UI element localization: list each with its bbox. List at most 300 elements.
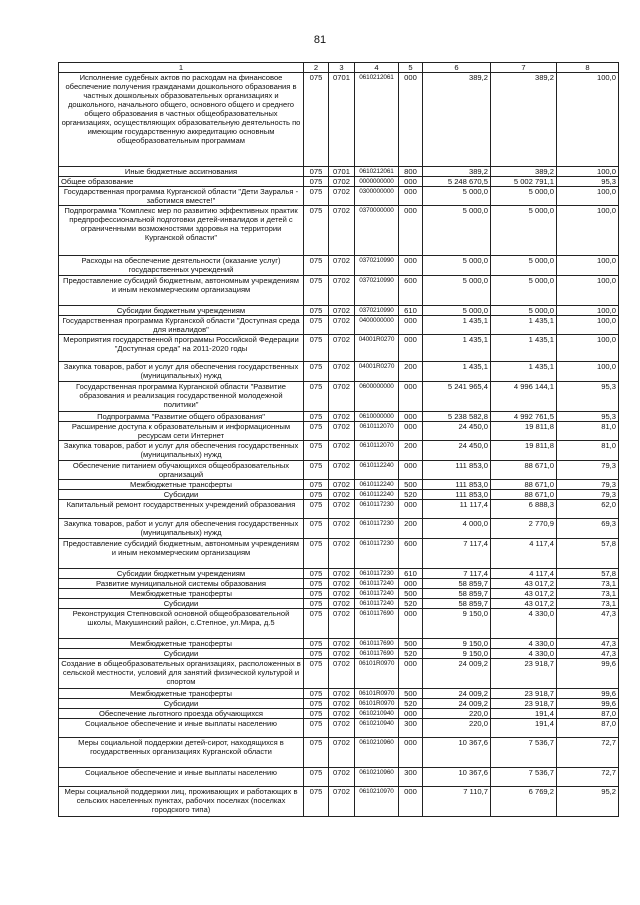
row-name-cell: Расширение доступа к образовательным и информационным ресурсам сети Интернет <box>59 422 304 441</box>
row-csr-cell: 0370210990 <box>355 276 399 306</box>
row-plan-cell: 24 009,2 <box>423 659 491 689</box>
row-name-cell: Мероприятия государственной программы Российской Федерации "Доступная среда" на 2011-2020 годы <box>59 335 304 362</box>
row-ved-cell: 075 <box>304 500 329 519</box>
row-ved-cell: 075 <box>304 422 329 441</box>
row-vr-cell: 500 <box>399 639 423 649</box>
row-fact-cell: 88 671,0 <box>491 461 557 480</box>
row-name-cell: Иные бюджетные ассигнования <box>59 167 304 177</box>
table-row <box>59 589 619 599</box>
row-name-cell: Государственная программа Курганской области "Развитие образования и реализация государственной молодежной политики" <box>59 382 304 412</box>
table-row <box>59 500 619 519</box>
row-vr-cell: 000 <box>399 382 423 412</box>
row-vr-cell: 000 <box>399 412 423 422</box>
table-row <box>59 599 619 609</box>
row-plan-cell: 389,2 <box>423 167 491 177</box>
row-ved-cell: 075 <box>304 335 329 362</box>
row-rz-cell: 0702 <box>329 422 355 441</box>
table-row <box>59 738 619 768</box>
table-row <box>59 362 619 382</box>
row-percent-cell: 100,0 <box>557 256 619 276</box>
row-name-cell: Меры социальной поддержки лиц, проживающих и работающих в сельских населенных пунктах, рабочих поселках (поселках городского типа) <box>59 787 304 817</box>
row-ved-cell: 075 <box>304 659 329 689</box>
table-row <box>59 699 619 709</box>
row-name-cell: Реконструкция Степновской основной общеобразовательной школы, Макушинский район, с.Степное, ул.Мира, д.5 <box>59 609 304 639</box>
row-ved-cell: 075 <box>304 256 329 276</box>
row-csr-cell: 0300000000 <box>355 187 399 206</box>
row-plan-cell: 5 241 965,4 <box>423 382 491 412</box>
row-vr-cell: 000 <box>399 609 423 639</box>
row-plan-cell: 5 000,0 <box>423 187 491 206</box>
row-ved-cell: 075 <box>304 599 329 609</box>
row-vr-cell: 800 <box>399 167 423 177</box>
header-cell: 3 <box>329 63 355 73</box>
row-ved-cell: 075 <box>304 569 329 579</box>
row-fact-cell: 6 769,2 <box>491 787 557 817</box>
row-rz-cell: 0702 <box>329 490 355 500</box>
row-name-cell: Закупка товаров, работ и услуг для обеспечения государственных (муниципальных) нужд <box>59 441 304 461</box>
row-plan-cell: 24 450,0 <box>423 422 491 441</box>
row-plan-cell: 58 859,7 <box>423 579 491 589</box>
row-plan-cell: 1 435,1 <box>423 335 491 362</box>
row-rz-cell: 0702 <box>329 362 355 382</box>
row-ved-cell: 075 <box>304 382 329 412</box>
row-fact-cell: 88 671,0 <box>491 490 557 500</box>
row-fact-cell: 4 330,0 <box>491 639 557 649</box>
row-csr-cell: 0610117240 <box>355 589 399 599</box>
row-rz-cell: 0702 <box>329 738 355 768</box>
table-row <box>59 649 619 659</box>
row-name-cell: Развитие муниципальной системы образования <box>59 579 304 589</box>
row-ved-cell: 075 <box>304 177 329 187</box>
row-plan-cell: 9 150,0 <box>423 639 491 649</box>
row-vr-cell: 520 <box>399 599 423 609</box>
row-ved-cell: 075 <box>304 316 329 335</box>
row-vr-cell: 000 <box>399 256 423 276</box>
row-ved-cell: 075 <box>304 187 329 206</box>
table-row <box>59 579 619 589</box>
row-rz-cell: 0702 <box>329 335 355 362</box>
header-cell: 7 <box>491 63 557 73</box>
row-vr-cell: 500 <box>399 589 423 599</box>
table-row <box>59 316 619 335</box>
row-vr-cell: 500 <box>399 689 423 699</box>
row-vr-cell: 300 <box>399 719 423 738</box>
row-rz-cell: 0702 <box>329 441 355 461</box>
row-plan-cell: 5 000,0 <box>423 256 491 276</box>
table-row <box>59 719 619 738</box>
row-vr-cell: 610 <box>399 306 423 316</box>
header-cell: 6 <box>423 63 491 73</box>
table-row <box>59 73 619 167</box>
row-fact-cell: 4 996 144,1 <box>491 382 557 412</box>
row-ved-cell: 075 <box>304 480 329 490</box>
row-rz-cell: 0702 <box>329 659 355 689</box>
row-rz-cell: 0702 <box>329 709 355 719</box>
table-row <box>59 167 619 177</box>
table-header-row <box>59 63 619 73</box>
row-percent-cell: 87,0 <box>557 719 619 738</box>
row-fact-cell: 389,2 <box>491 167 557 177</box>
row-plan-cell: 58 859,7 <box>423 589 491 599</box>
row-csr-cell: 0610210940 <box>355 719 399 738</box>
table-row <box>59 519 619 539</box>
row-name-cell: Субсидии бюджетным учреждениям <box>59 306 304 316</box>
row-ved-cell: 075 <box>304 441 329 461</box>
row-plan-cell: 220,0 <box>423 709 491 719</box>
row-csr-cell: 0610117690 <box>355 649 399 659</box>
row-fact-cell: 389,2 <box>491 73 557 167</box>
row-plan-cell: 24 009,2 <box>423 699 491 709</box>
row-rz-cell: 0702 <box>329 609 355 639</box>
row-percent-cell: 100,0 <box>557 306 619 316</box>
row-name-cell: Закупка товаров, работ и услуг для обеспечения государственных (муниципальных) нужд <box>59 362 304 382</box>
row-ved-cell: 075 <box>304 709 329 719</box>
row-ved-cell: 075 <box>304 579 329 589</box>
row-name-cell: Подпрограмма "Комплекс мер по развитию эффективных практик предпрофессиональной подготовки детей-инвалидов и детей с ограниченными возможностями здоровья на территории Курганской области" <box>59 206 304 256</box>
row-vr-cell: 000 <box>399 579 423 589</box>
row-percent-cell: 47,3 <box>557 649 619 659</box>
table-row <box>59 709 619 719</box>
row-vr-cell: 000 <box>399 422 423 441</box>
row-csr-cell: 0610210960 <box>355 768 399 787</box>
row-rz-cell: 0702 <box>329 206 355 256</box>
row-ved-cell: 075 <box>304 639 329 649</box>
row-rz-cell: 0702 <box>329 500 355 519</box>
row-vr-cell: 520 <box>399 490 423 500</box>
row-plan-cell: 24 009,2 <box>423 689 491 699</box>
row-plan-cell: 9 150,0 <box>423 609 491 639</box>
row-csr-cell: 0610212061 <box>355 73 399 167</box>
header-cell: 4 <box>355 63 399 73</box>
row-vr-cell: 520 <box>399 649 423 659</box>
row-ved-cell: 075 <box>304 768 329 787</box>
table-row <box>59 177 619 187</box>
table-row <box>59 569 619 579</box>
row-fact-cell: 5 002 791,1 <box>491 177 557 187</box>
row-rz-cell: 0702 <box>329 177 355 187</box>
row-name-cell: Межбюджетные трансферты <box>59 639 304 649</box>
row-name-cell: Предоставление субсидий бюджетным, автономным учреждениям и иным некоммерческим организациям <box>59 276 304 306</box>
row-percent-cell: 99,6 <box>557 659 619 689</box>
row-percent-cell: 100,0 <box>557 276 619 306</box>
row-csr-cell: 0610117240 <box>355 579 399 589</box>
table-row <box>59 787 619 817</box>
row-ved-cell: 075 <box>304 609 329 639</box>
row-plan-cell: 1 435,1 <box>423 362 491 382</box>
row-csr-cell: 0370210990 <box>355 256 399 276</box>
row-fact-cell: 5 000,0 <box>491 206 557 256</box>
row-name-cell: Обеспечение льготного проезда обучающихся <box>59 709 304 719</box>
row-csr-cell: 0610212061 <box>355 167 399 177</box>
row-ved-cell: 075 <box>304 738 329 768</box>
row-rz-cell: 0702 <box>329 412 355 422</box>
row-name-cell: Общее образование <box>59 177 304 187</box>
table-row <box>59 412 619 422</box>
row-fact-cell: 88 671,0 <box>491 480 557 490</box>
row-ved-cell: 075 <box>304 699 329 709</box>
row-fact-cell: 6 888,3 <box>491 500 557 519</box>
row-percent-cell: 100,0 <box>557 335 619 362</box>
row-rz-cell: 0702 <box>329 599 355 609</box>
row-rz-cell: 0702 <box>329 382 355 412</box>
row-csr-cell: 0610112240 <box>355 461 399 480</box>
row-fact-cell: 5 000,0 <box>491 276 557 306</box>
row-plan-cell: 11 117,4 <box>423 500 491 519</box>
table-row <box>59 490 619 500</box>
row-fact-cell: 4 330,0 <box>491 609 557 639</box>
table-row <box>59 206 619 256</box>
row-percent-cell: 79,3 <box>557 461 619 480</box>
row-vr-cell: 600 <box>399 539 423 569</box>
row-rz-cell: 0702 <box>329 306 355 316</box>
row-csr-cell: 0610117240 <box>355 599 399 609</box>
row-plan-cell: 5 000,0 <box>423 276 491 306</box>
row-csr-cell: 0370000000 <box>355 206 399 256</box>
row-csr-cell: 0400000000 <box>355 316 399 335</box>
row-csr-cell: 0600000000 <box>355 382 399 412</box>
row-name-cell: Субсидии <box>59 490 304 500</box>
row-name-cell: Предоставление субсидий бюджетным, автономным учреждениям и иным некоммерческим организациям <box>59 539 304 569</box>
row-vr-cell: 000 <box>399 316 423 335</box>
row-csr-cell: 0610112240 <box>355 490 399 500</box>
row-percent-cell: 95,3 <box>557 382 619 412</box>
row-rz-cell: 0702 <box>329 316 355 335</box>
row-name-cell: Исполнение судебных актов по расходам на финансовое обеспечение получения гражданами дошкольного образования в частных дошкольных образовательных организациях и дошкольного, начального общего, основного общего и среднего общего образования в частных общеобразовательных организациях, осуществляющих образовательную деятельность по имеющим государственную аккредитацию основным общеобразовательным программам <box>59 73 304 167</box>
row-percent-cell: 72,7 <box>557 738 619 768</box>
row-percent-cell: 95,3 <box>557 177 619 187</box>
row-fact-cell: 2 770,9 <box>491 519 557 539</box>
row-rz-cell: 0701 <box>329 73 355 167</box>
row-csr-cell: 0000000000 <box>355 177 399 187</box>
row-rz-cell: 0702 <box>329 519 355 539</box>
row-fact-cell: 43 017,2 <box>491 599 557 609</box>
row-percent-cell: 87,0 <box>557 709 619 719</box>
row-rz-cell: 0702 <box>329 187 355 206</box>
row-plan-cell: 24 450,0 <box>423 441 491 461</box>
row-fact-cell: 4 117,4 <box>491 569 557 579</box>
row-ved-cell: 075 <box>304 689 329 699</box>
row-percent-cell: 62,0 <box>557 500 619 519</box>
row-csr-cell: 04001R0270 <box>355 362 399 382</box>
row-plan-cell: 58 859,7 <box>423 599 491 609</box>
row-ved-cell: 075 <box>304 461 329 480</box>
row-ved-cell: 075 <box>304 412 329 422</box>
table-row <box>59 276 619 306</box>
row-percent-cell: 72,7 <box>557 768 619 787</box>
row-plan-cell: 7 110,7 <box>423 787 491 817</box>
row-vr-cell: 200 <box>399 519 423 539</box>
row-csr-cell: 0610210940 <box>355 709 399 719</box>
table-row <box>59 422 619 441</box>
row-plan-cell: 111 853,0 <box>423 490 491 500</box>
row-name-cell: Субсидии <box>59 649 304 659</box>
row-ved-cell: 075 <box>304 719 329 738</box>
row-ved-cell: 075 <box>304 539 329 569</box>
row-vr-cell: 000 <box>399 709 423 719</box>
header-cell: 8 <box>557 63 619 73</box>
row-fact-cell: 4 117,4 <box>491 539 557 569</box>
row-rz-cell: 0702 <box>329 719 355 738</box>
row-ved-cell: 075 <box>304 362 329 382</box>
row-ved-cell: 075 <box>304 519 329 539</box>
row-csr-cell: 0610112240 <box>355 480 399 490</box>
row-vr-cell: 300 <box>399 768 423 787</box>
row-fact-cell: 7 536,7 <box>491 738 557 768</box>
table-row <box>59 461 619 480</box>
row-name-cell: Социальное обеспечение и иные выплаты населению <box>59 768 304 787</box>
row-percent-cell: 47,3 <box>557 609 619 639</box>
row-rz-cell: 0702 <box>329 699 355 709</box>
row-vr-cell: 600 <box>399 276 423 306</box>
row-csr-cell: 06101R0970 <box>355 699 399 709</box>
row-plan-cell: 10 367,6 <box>423 738 491 768</box>
row-plan-cell: 7 117,4 <box>423 569 491 579</box>
row-percent-cell: 95,3 <box>557 412 619 422</box>
row-rz-cell: 0702 <box>329 569 355 579</box>
row-percent-cell: 81,0 <box>557 422 619 441</box>
row-percent-cell: 100,0 <box>557 316 619 335</box>
row-percent-cell: 100,0 <box>557 362 619 382</box>
row-name-cell: Межбюджетные трансферты <box>59 480 304 490</box>
row-fact-cell: 23 918,7 <box>491 699 557 709</box>
row-plan-cell: 389,2 <box>423 73 491 167</box>
row-vr-cell: 610 <box>399 569 423 579</box>
row-plan-cell: 5 000,0 <box>423 206 491 256</box>
row-name-cell: Межбюджетные трансферты <box>59 689 304 699</box>
row-vr-cell: 000 <box>399 461 423 480</box>
row-csr-cell: 0610112070 <box>355 422 399 441</box>
row-percent-cell: 99,6 <box>557 689 619 699</box>
row-vr-cell: 000 <box>399 73 423 167</box>
row-name-cell: Подпрограмма "Развитие общего образования" <box>59 412 304 422</box>
row-vr-cell: 000 <box>399 177 423 187</box>
row-name-cell: Обеспечение питанием обучающихся общеобразовательных организаций <box>59 461 304 480</box>
row-name-cell: Меры социальной поддержки детей-сирот, находящихся в государственных организациях Курганской области <box>59 738 304 768</box>
row-plan-cell: 111 853,0 <box>423 480 491 490</box>
row-rz-cell: 0702 <box>329 539 355 569</box>
row-ved-cell: 075 <box>304 589 329 599</box>
row-csr-cell: 06101R0970 <box>355 659 399 689</box>
row-plan-cell: 5 248 670,5 <box>423 177 491 187</box>
row-vr-cell: 000 <box>399 187 423 206</box>
row-ved-cell: 075 <box>304 649 329 659</box>
row-rz-cell: 0702 <box>329 689 355 699</box>
row-plan-cell: 5 000,0 <box>423 306 491 316</box>
row-name-cell: Субсидии <box>59 599 304 609</box>
row-csr-cell: 0610112070 <box>355 441 399 461</box>
row-rz-cell: 0702 <box>329 579 355 589</box>
row-fact-cell: 4 330,0 <box>491 649 557 659</box>
row-ved-cell: 075 <box>304 206 329 256</box>
row-percent-cell: 100,0 <box>557 73 619 167</box>
row-csr-cell: 0610117230 <box>355 500 399 519</box>
row-vr-cell: 500 <box>399 480 423 490</box>
row-name-cell: Капитальный ремонт государственных учреждений образования <box>59 500 304 519</box>
table-row <box>59 335 619 362</box>
row-fact-cell: 191,4 <box>491 709 557 719</box>
row-percent-cell: 100,0 <box>557 167 619 177</box>
row-percent-cell: 95,2 <box>557 787 619 817</box>
header-cell: 2 <box>304 63 329 73</box>
row-rz-cell: 0702 <box>329 768 355 787</box>
row-csr-cell: 0610117230 <box>355 539 399 569</box>
row-csr-cell: 0610117230 <box>355 519 399 539</box>
row-name-cell: Субсидии бюджетным учреждениям <box>59 569 304 579</box>
row-percent-cell: 73,1 <box>557 589 619 599</box>
row-ved-cell: 075 <box>304 490 329 500</box>
row-rz-cell: 0702 <box>329 256 355 276</box>
row-csr-cell: 0610210970 <box>355 787 399 817</box>
row-name-cell: Государственная программа Курганской области "Доступная среда для инвалидов" <box>59 316 304 335</box>
table-row <box>59 609 619 639</box>
row-plan-cell: 4 000,0 <box>423 519 491 539</box>
row-plan-cell: 10 367,6 <box>423 768 491 787</box>
row-plan-cell: 7 117,4 <box>423 539 491 569</box>
row-fact-cell: 23 918,7 <box>491 689 557 699</box>
row-rz-cell: 0702 <box>329 589 355 599</box>
row-fact-cell: 1 435,1 <box>491 316 557 335</box>
budget-table <box>58 62 619 817</box>
row-vr-cell: 000 <box>399 500 423 519</box>
row-rz-cell: 0702 <box>329 787 355 817</box>
row-percent-cell: 100,0 <box>557 206 619 256</box>
row-percent-cell: 79,3 <box>557 480 619 490</box>
row-percent-cell: 100,0 <box>557 187 619 206</box>
row-ved-cell: 075 <box>304 73 329 167</box>
header-cell: 1 <box>59 63 304 73</box>
row-csr-cell: 04001R0270 <box>355 335 399 362</box>
row-csr-cell: 0610117690 <box>355 609 399 639</box>
row-rz-cell: 0702 <box>329 639 355 649</box>
row-fact-cell: 4 992 761,5 <box>491 412 557 422</box>
row-plan-cell: 9 150,0 <box>423 649 491 659</box>
table-row <box>59 689 619 699</box>
row-percent-cell: 73,1 <box>557 579 619 589</box>
row-name-cell: Закупка товаров, работ и услуг для обеспечения государственных (муниципальных) нужд <box>59 519 304 539</box>
row-rz-cell: 0702 <box>329 480 355 490</box>
row-percent-cell: 79,3 <box>557 490 619 500</box>
row-plan-cell: 5 238 582,8 <box>423 412 491 422</box>
row-fact-cell: 19 811,8 <box>491 441 557 461</box>
row-percent-cell: 47,3 <box>557 639 619 649</box>
row-plan-cell: 220,0 <box>423 719 491 738</box>
row-name-cell: Расходы на обеспечение деятельности (оказание услуг) государственных учреждений <box>59 256 304 276</box>
row-fact-cell: 19 811,8 <box>491 422 557 441</box>
row-csr-cell: 0370210990 <box>355 306 399 316</box>
row-percent-cell: 99,6 <box>557 699 619 709</box>
row-percent-cell: 57,8 <box>557 569 619 579</box>
row-fact-cell: 7 536,7 <box>491 768 557 787</box>
row-rz-cell: 0702 <box>329 276 355 306</box>
row-fact-cell: 5 000,0 <box>491 306 557 316</box>
row-vr-cell: 000 <box>399 335 423 362</box>
row-vr-cell: 200 <box>399 362 423 382</box>
table-row <box>59 480 619 490</box>
row-vr-cell: 000 <box>399 787 423 817</box>
row-percent-cell: 81,0 <box>557 441 619 461</box>
row-csr-cell: 0610210960 <box>355 738 399 768</box>
row-csr-cell: 0610117690 <box>355 639 399 649</box>
row-name-cell: Субсидии <box>59 699 304 709</box>
row-fact-cell: 1 435,1 <box>491 335 557 362</box>
row-ved-cell: 075 <box>304 787 329 817</box>
row-name-cell: Государственная программа Курганской области "Дети Зауралья - заботимся вместе!" <box>59 187 304 206</box>
row-plan-cell: 1 435,1 <box>423 316 491 335</box>
row-plan-cell: 111 853,0 <box>423 461 491 480</box>
row-vr-cell: 000 <box>399 659 423 689</box>
row-name-cell: Социальное обеспечение и иные выплаты населению <box>59 719 304 738</box>
row-vr-cell: 520 <box>399 699 423 709</box>
